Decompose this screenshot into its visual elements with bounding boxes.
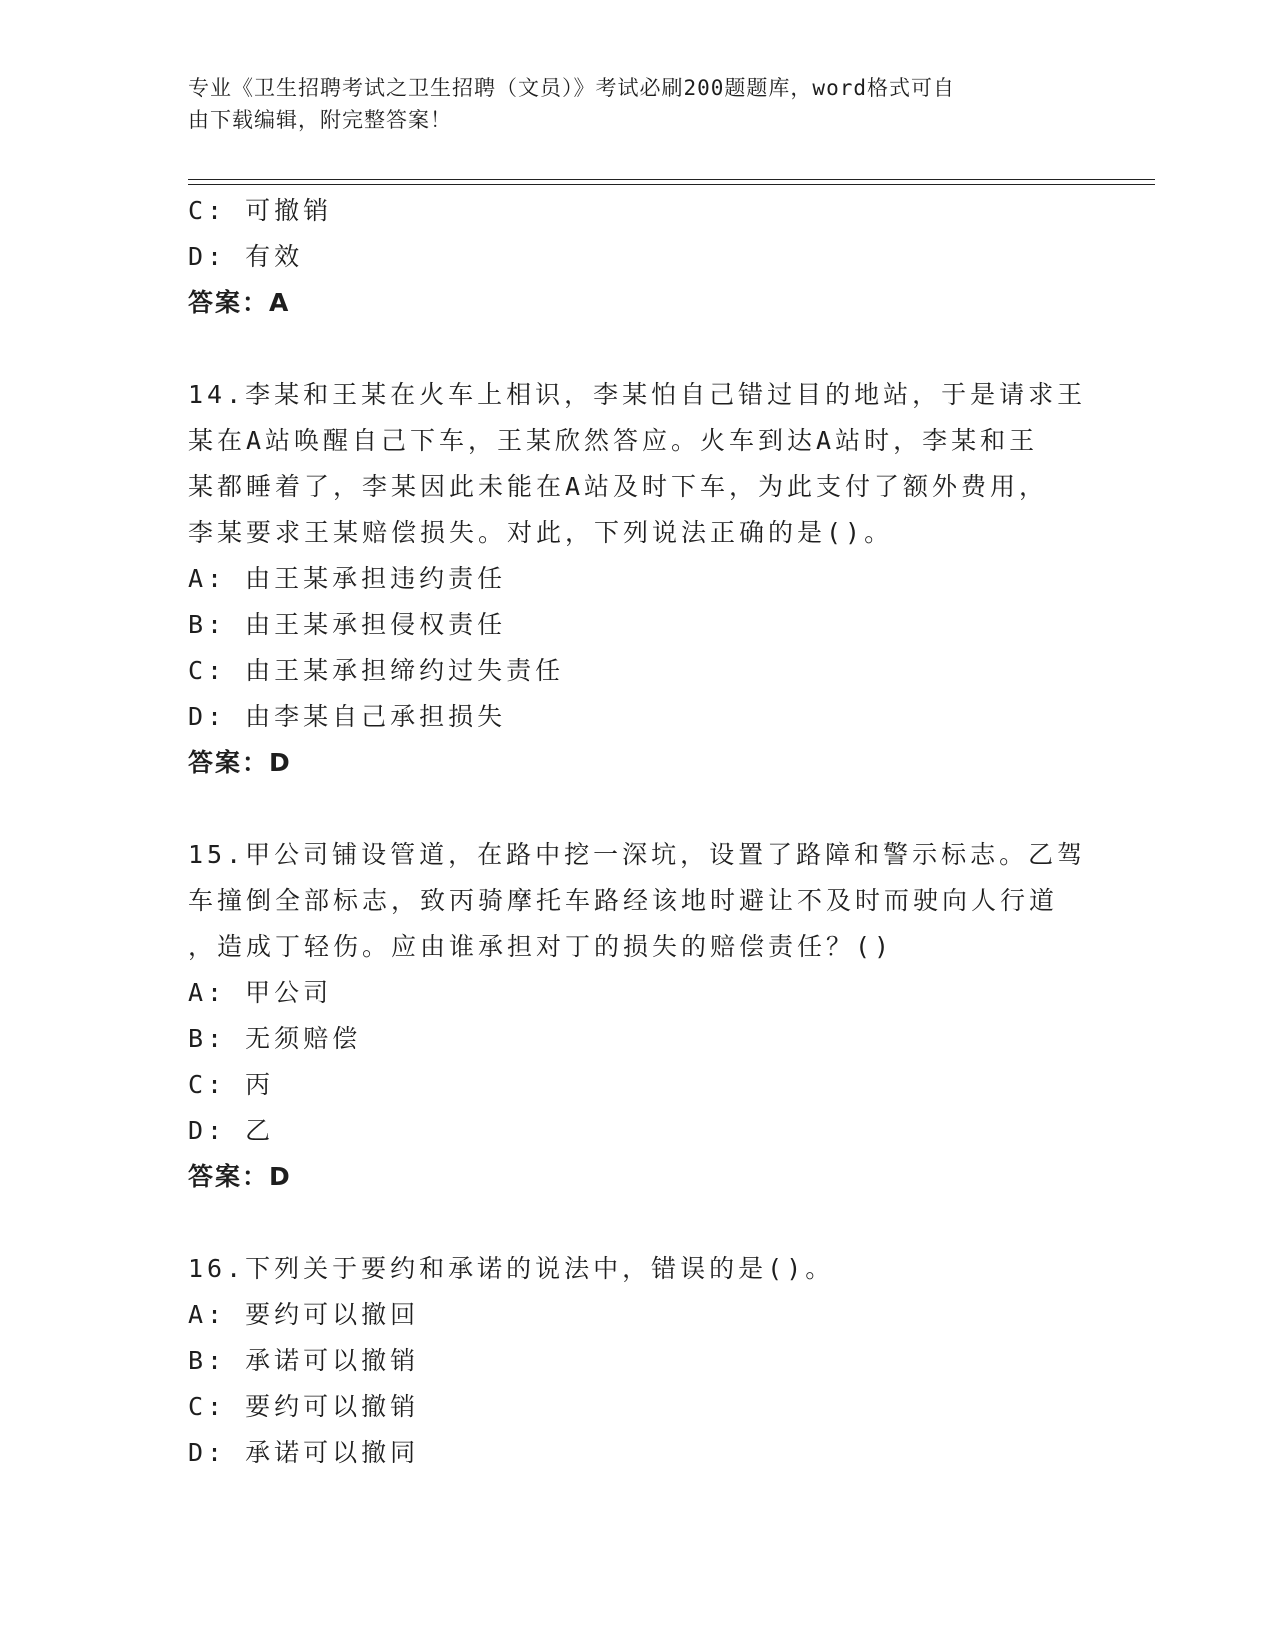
answer: 答案：D: [188, 1162, 292, 1191]
question-14: [188, 372, 1088, 786]
option-d: D: 承诺可以撤同: [188, 1438, 420, 1467]
option-a: A: 甲公司: [188, 978, 333, 1007]
option-c: C: 可撤销: [188, 196, 333, 225]
question-list: [188, 188, 1088, 1476]
question-stem-line: ，造成丁轻伤。应由谁承担对丁的损失的赔偿责任？(): [188, 932, 894, 961]
answer: 答案：D: [188, 748, 292, 777]
option-d: D: 乙: [188, 1116, 275, 1145]
question-stem-line: 14.李某和王某在火车上相识，李某怕自己错过目的地站，于是请求王: [188, 380, 1087, 409]
question-stem-line: 某在A站唤醒自己下车，王某欣然答应。火车到达A站时，李某和王: [188, 426, 1039, 455]
option-c: C: 要约可以撤销: [188, 1392, 420, 1421]
option-b: B: 由王某承担侵权责任: [188, 610, 507, 639]
header-divider: [188, 179, 1155, 185]
question-16: [188, 1246, 1088, 1476]
spacer: [188, 1200, 1088, 1246]
option-d: D: 由李某自己承担损失: [188, 702, 507, 731]
option-b: B: 无须赔偿: [188, 1024, 362, 1053]
answer: 答案：A: [188, 288, 291, 317]
spacer: [188, 786, 1088, 832]
option-a: A: 要约可以撤回: [188, 1300, 420, 1329]
question-13: [188, 188, 1088, 326]
option-b: B: 承诺可以撤销: [188, 1346, 420, 1375]
option-a: A: 由王某承担违约责任: [188, 564, 507, 593]
question-15: [188, 832, 1088, 1200]
question-stem-line: 车撞倒全部标志，致丙骑摩托车路经该地时避让不及时而驶向人行道: [188, 886, 1059, 915]
question-stem-line: 某都睡着了，李某因此未能在A站及时下车，为此支付了额外费用，: [188, 472, 1049, 501]
question-stem-line: 16.下列关于要约和承诺的说法中，错误的是()。: [188, 1254, 835, 1283]
question-stem-line: 李某要求王某赔偿损失。对此，下列说法正确的是()。: [188, 518, 894, 547]
spacer: [188, 326, 1088, 372]
option-c: C: 丙: [188, 1070, 275, 1099]
option-c: C: 由王某承担缔约过失责任: [188, 656, 565, 685]
question-stem-line: 15.甲公司铺设管道，在路中挖一深坑，设置了路障和警示标志。乙驾: [188, 840, 1087, 869]
header-title-line-2: 由下载编辑，附完整答案！: [188, 108, 452, 132]
document-header: [188, 72, 1068, 136]
option-d: D: 有效: [188, 242, 304, 271]
header-title-line-1: 专业《卫生招聘考试之卫生招聘（文员）》考试必刷200题题库，word格式可自: [188, 76, 955, 100]
